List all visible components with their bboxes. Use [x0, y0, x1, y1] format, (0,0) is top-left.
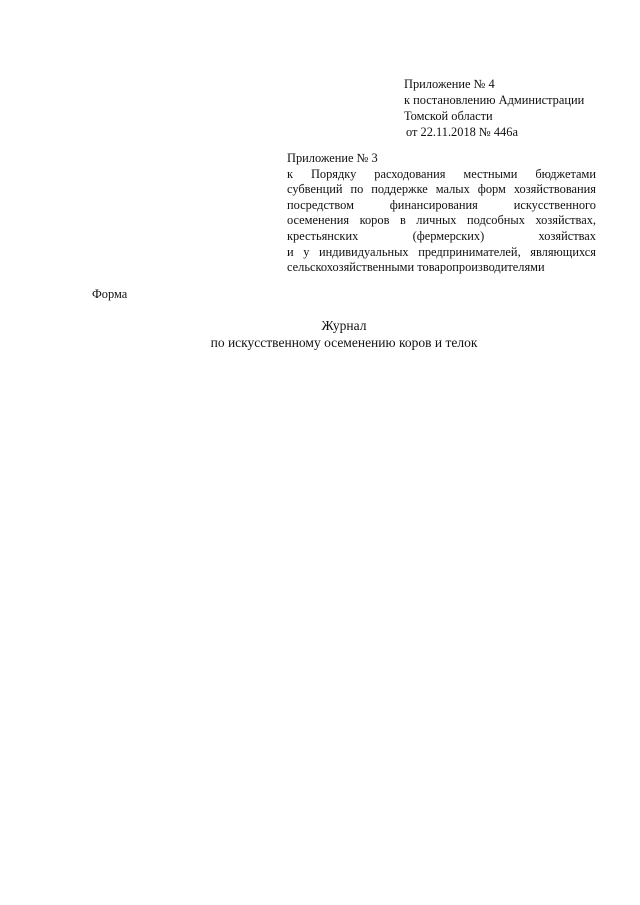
form-label: Форма — [92, 287, 128, 301]
appendix-3-line: субвенций по поддержке малых форм хозяйствования — [287, 182, 596, 197]
appendix-3-line: и у индивидуальных предпринимателей, являющихся — [287, 244, 596, 259]
appendix-3-line: посредством финансирования искусственного — [287, 197, 596, 212]
appendix-3-line: к Порядку расходования местными бюджетами — [287, 166, 596, 181]
appendix-3-line: сельскохозяйственными товаропроизводителями — [287, 260, 545, 275]
appendix-3-line: осеменения коров в личных подсобных хозяйствах, — [287, 213, 596, 228]
appendix-3-header — [287, 151, 596, 276]
appendix-4-title: Приложение № 4 — [404, 77, 495, 91]
appendix-3-title: Приложение № 3 — [287, 151, 378, 165]
journal-title: Журнал — [321, 318, 367, 333]
appendix-4-region: Томской области — [404, 109, 493, 123]
journal-subtitle: по искусственному осеменению коров и телок — [210, 335, 478, 350]
appendix-4-date-number: от 22.11.2018 № 446а — [406, 125, 518, 139]
appendix-4-header — [404, 76, 604, 140]
appendix-4-resolution: к постановлению Администрации — [404, 93, 585, 107]
appendix-3-line: крестьянских (фермерских) хозяйствах — [287, 228, 596, 243]
